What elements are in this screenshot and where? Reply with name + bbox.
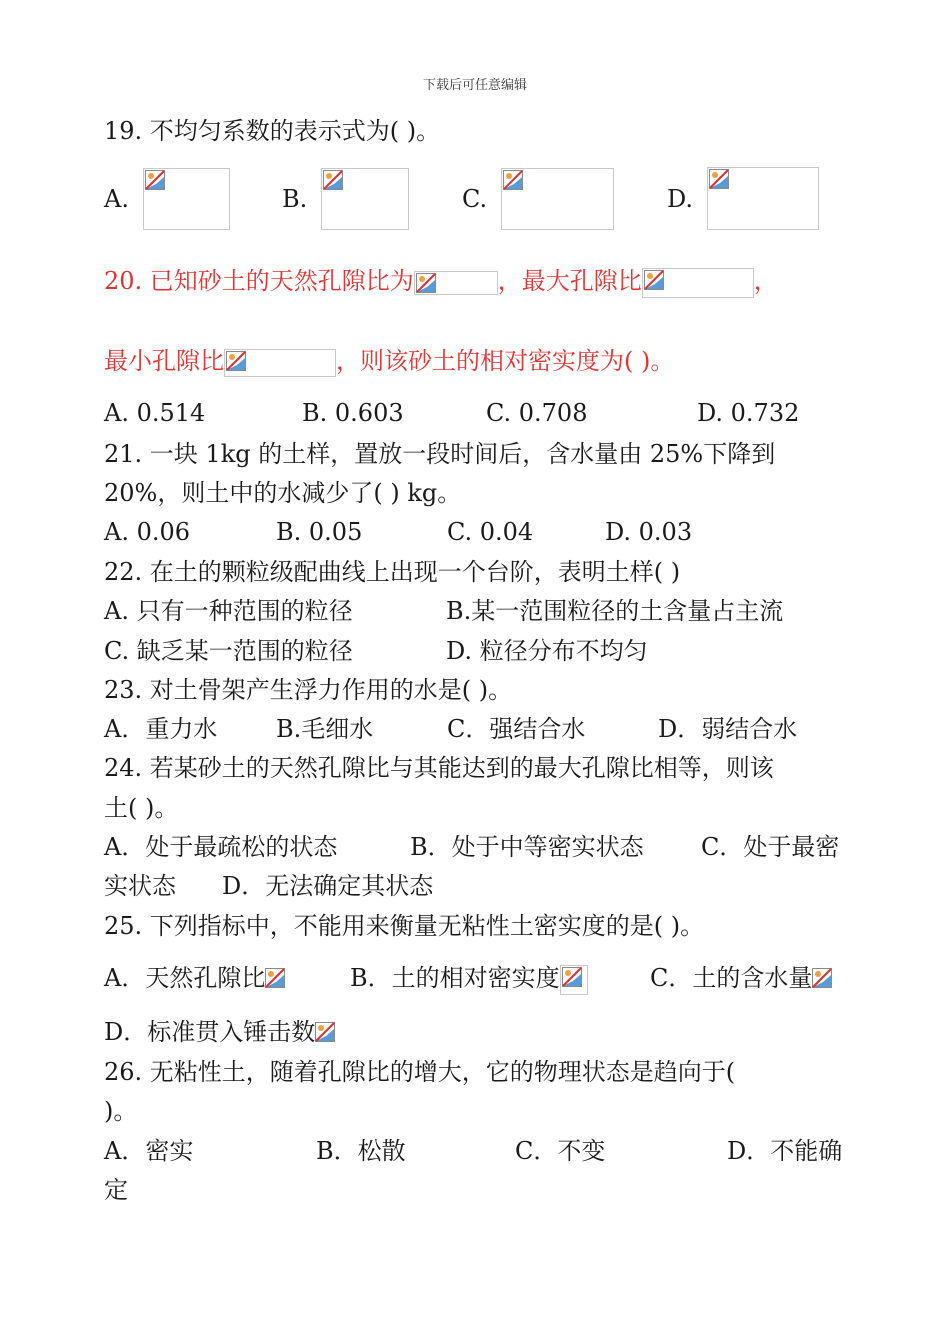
- q26-option-c: C．不变: [515, 1137, 606, 1165]
- q22-option-a: A. 只有一种范围的粒径: [104, 597, 353, 625]
- page-header: 下载后可任意编辑: [422, 78, 527, 93]
- broken-image-icon: [265, 968, 285, 988]
- q20-line1: 20. 已知砂土的天然孔隙比为 ，最大孔隙比 ，: [104, 266, 778, 298]
- q23-option-d: D．弱结合水: [658, 715, 798, 743]
- q19-option-d: D.: [667, 185, 694, 213]
- q24-line1: 24. 若某砂土的天然孔隙比与其能达到的最大孔隙比相等，则该: [104, 754, 774, 782]
- q19-option-c: C.: [462, 185, 488, 213]
- q25-stem: 25. 下列指标中，不能用来衡量无粘性土密实度的是( )。: [104, 912, 705, 940]
- q19-option-d-image: [707, 167, 819, 230]
- q26-option-b: B．松散: [316, 1137, 406, 1165]
- q24-option-b: B．处于中等密实状态: [410, 833, 644, 861]
- q21-option-c: C. 0.04: [447, 518, 534, 546]
- max-void-ratio-image: [642, 268, 754, 298]
- q20-option-d: D. 0.732: [697, 399, 800, 427]
- q24-option-c: C．处于最密: [701, 833, 840, 861]
- q24-option-a: A．处于最疏松的状态: [104, 833, 338, 861]
- broken-image-icon: [812, 968, 832, 988]
- q23-option-a: A．重力水: [104, 715, 218, 743]
- q26-line1: 26. 无粘性土，随着孔隙比的增大，它的物理状态是趋向于(: [104, 1058, 736, 1086]
- q22-option-c: C. 缺乏某一范围的粒径: [104, 637, 353, 665]
- q21-option-a: A. 0.06: [104, 518, 191, 546]
- broken-image-icon: [709, 169, 729, 189]
- broken-image-icon: [416, 273, 436, 293]
- q26-option-a: A．密实: [104, 1137, 194, 1165]
- q21-line2: 20%，则土中的水减少了( ) kg。: [104, 479, 462, 507]
- q20-option-a: A. 0.514: [104, 399, 206, 427]
- q23-stem: 23. 对土骨架产生浮力作用的水是( )。: [104, 676, 513, 704]
- q19-option-c-image: [501, 168, 614, 230]
- q25-option-a: A．天然孔隙比: [104, 963, 285, 993]
- q26-option-d-wrap: 定: [104, 1176, 128, 1204]
- q24-option-c-wrap: 实状态: [104, 872, 176, 900]
- min-void-ratio-image: [224, 349, 336, 377]
- q24-line2: 土( )。: [104, 794, 179, 822]
- natural-void-ratio-image: [414, 271, 498, 295]
- q19-option-b-image: [321, 168, 409, 230]
- q19-option-a: A.: [104, 185, 129, 213]
- q21-option-d: D. 0.03: [605, 518, 693, 546]
- q20-option-c: C. 0.708: [486, 399, 588, 427]
- relative-density-image: [560, 965, 588, 995]
- broken-image-icon: [315, 1022, 335, 1042]
- broken-image-icon: [226, 351, 246, 371]
- q25-option-c: C．土的含水量: [650, 963, 832, 993]
- q19-option-b: B.: [282, 185, 308, 213]
- q23-option-b: B.毛细水: [276, 715, 374, 743]
- broken-image-icon: [503, 170, 523, 190]
- broken-image-icon: [323, 170, 343, 190]
- q21-line1: 21. 一块 1kg 的土样，置放一段时间后，含水量由 25%下降到: [104, 440, 776, 468]
- q21-option-b: B. 0.05: [276, 518, 363, 546]
- q22-option-b: B.某一范围粒径的土含量占主流: [446, 597, 784, 625]
- q26-option-d: D．不能确: [727, 1137, 843, 1165]
- broken-image-icon: [145, 170, 165, 190]
- q22-option-d: D. 粒径分布不均匀: [446, 637, 648, 665]
- broken-image-icon: [562, 967, 582, 987]
- q20-option-b: B. 0.603: [302, 399, 404, 427]
- q23-option-c: C．强结合水: [447, 715, 586, 743]
- q19-stem: 19. 不均匀系数的表示式为( )。: [104, 117, 441, 145]
- q22-stem: 22. 在土的颗粒级配曲线上出现一个台阶，表明土样( ): [104, 558, 681, 586]
- broken-image-icon: [644, 270, 664, 290]
- q24-option-d: D．无法确定其状态: [222, 872, 434, 900]
- q25-option-b: B．土的相对密实度: [350, 963, 588, 995]
- q19-option-a-image: [143, 168, 230, 230]
- q25-option-d: D．标准贯入锤击数: [104, 1017, 335, 1047]
- q26-line2: )。: [104, 1097, 138, 1125]
- q20-line2: 最小孔隙比 ，则该砂土的相对密实度为( )。: [104, 347, 675, 375]
